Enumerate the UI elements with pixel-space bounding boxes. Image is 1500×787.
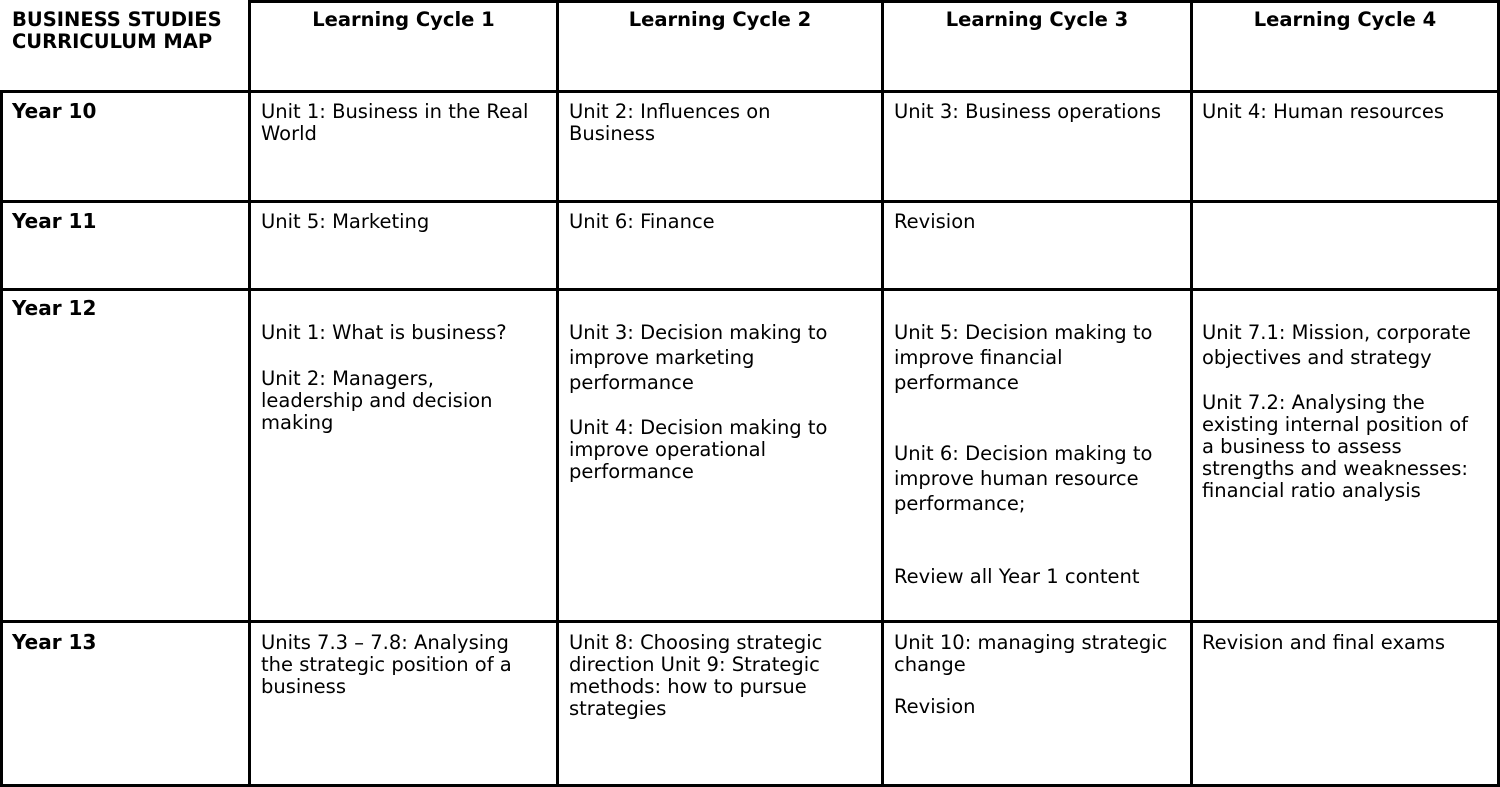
table-cell <box>569 101 879 145</box>
grid-line <box>0 90 1500 93</box>
cell-text: Unit 3: Decision making to improve marketing performance <box>569 321 828 394</box>
table-title-line: CURRICULUM MAP <box>12 30 213 53</box>
column-header <box>884 9 1190 31</box>
grid-line <box>0 90 3 787</box>
grid-line <box>1190 0 1193 787</box>
cell-text: Unit 1: Business in the Real World <box>261 100 529 145</box>
row-header-year-12 <box>12 297 242 319</box>
row-header-label: Year 10 <box>12 99 97 123</box>
column-header-label: Learning Cycle 1 <box>312 8 495 31</box>
column-header-label: Learning Cycle 2 <box>628 8 812 31</box>
cell-text: Unit 8: Choosing strategic direction Unit 9: Strategic methods: how to pursue strategies <box>569 631 823 720</box>
cell-text: Revision and final exams <box>1202 631 1446 654</box>
table-title <box>12 9 247 53</box>
cell-text: Unit 2: Influences on Business <box>569 100 771 145</box>
table-cell <box>894 211 1188 233</box>
column-header-label: Learning Cycle 4 <box>1253 8 1437 31</box>
table-title-line: BUSINESS STUDIES <box>12 8 222 31</box>
cell-text: Unit 4: Human resources <box>1202 100 1445 123</box>
cell-text: Units 7.3 – 7.8: Analysing the strategic position of a business <box>261 631 512 698</box>
row-header-year-11 <box>12 210 242 232</box>
grid-line <box>0 620 1500 623</box>
table-cell <box>261 632 553 698</box>
grid-line <box>0 288 1500 291</box>
cell-text: Unit 2: Managers, leadership and decision making <box>261 367 493 434</box>
table-cell <box>894 101 1188 123</box>
cell-text: Unit 5: Marketing <box>261 210 430 233</box>
cell-text: Unit 5: Decision making to improve financial performance <box>894 321 1153 394</box>
cell-text: Unit 7.1: Mission, corporate objectives and strategy <box>1202 321 1471 369</box>
cell-text: Unit 3: Business operations <box>894 100 1162 123</box>
cell-text: Review all Year 1 content <box>894 565 1140 588</box>
table-cell <box>894 632 1188 718</box>
row-header-label: Year 13 <box>12 630 97 654</box>
column-header-label: Learning Cycle 3 <box>945 8 1129 31</box>
table-cell <box>569 632 879 720</box>
column-header <box>559 9 881 31</box>
grid-line <box>248 0 251 787</box>
cell-text: Revision <box>894 695 976 718</box>
grid-line <box>248 0 1500 3</box>
table-cell <box>1202 101 1496 123</box>
table-cell <box>894 320 1188 589</box>
table-cell <box>569 320 879 483</box>
table-cell <box>569 211 879 233</box>
cell-text: Unit 1: What is business? <box>261 321 507 344</box>
row-header-label: Year 12 <box>12 296 97 320</box>
grid-line <box>881 0 884 787</box>
row-header-year-10 <box>12 100 242 122</box>
grid-line <box>0 200 1500 203</box>
cell-text: Unit 6: Decision making to improve human resource performance; <box>894 442 1153 515</box>
table-cell <box>1202 632 1496 654</box>
column-header <box>251 9 556 31</box>
cell-text: Unit 7.2: Analysing the existing internal position of a business to assess strengths and weaknesses: financial ratio analysis <box>1202 391 1469 502</box>
table-cell <box>1202 320 1498 502</box>
table-cell <box>261 211 553 233</box>
column-header <box>1193 9 1497 31</box>
grid-line <box>556 0 559 787</box>
row-header-label: Year 11 <box>12 209 97 233</box>
table-cell <box>261 320 553 434</box>
table-cell <box>261 101 553 145</box>
cell-text: Unit 10: managing strategic change <box>894 631 1168 676</box>
cell-text: Revision <box>894 210 976 233</box>
cell-text: Unit 4: Decision making to improve operational performance <box>569 416 828 483</box>
cell-text: Unit 6: Finance <box>569 210 715 233</box>
row-header-year-13 <box>12 631 242 653</box>
